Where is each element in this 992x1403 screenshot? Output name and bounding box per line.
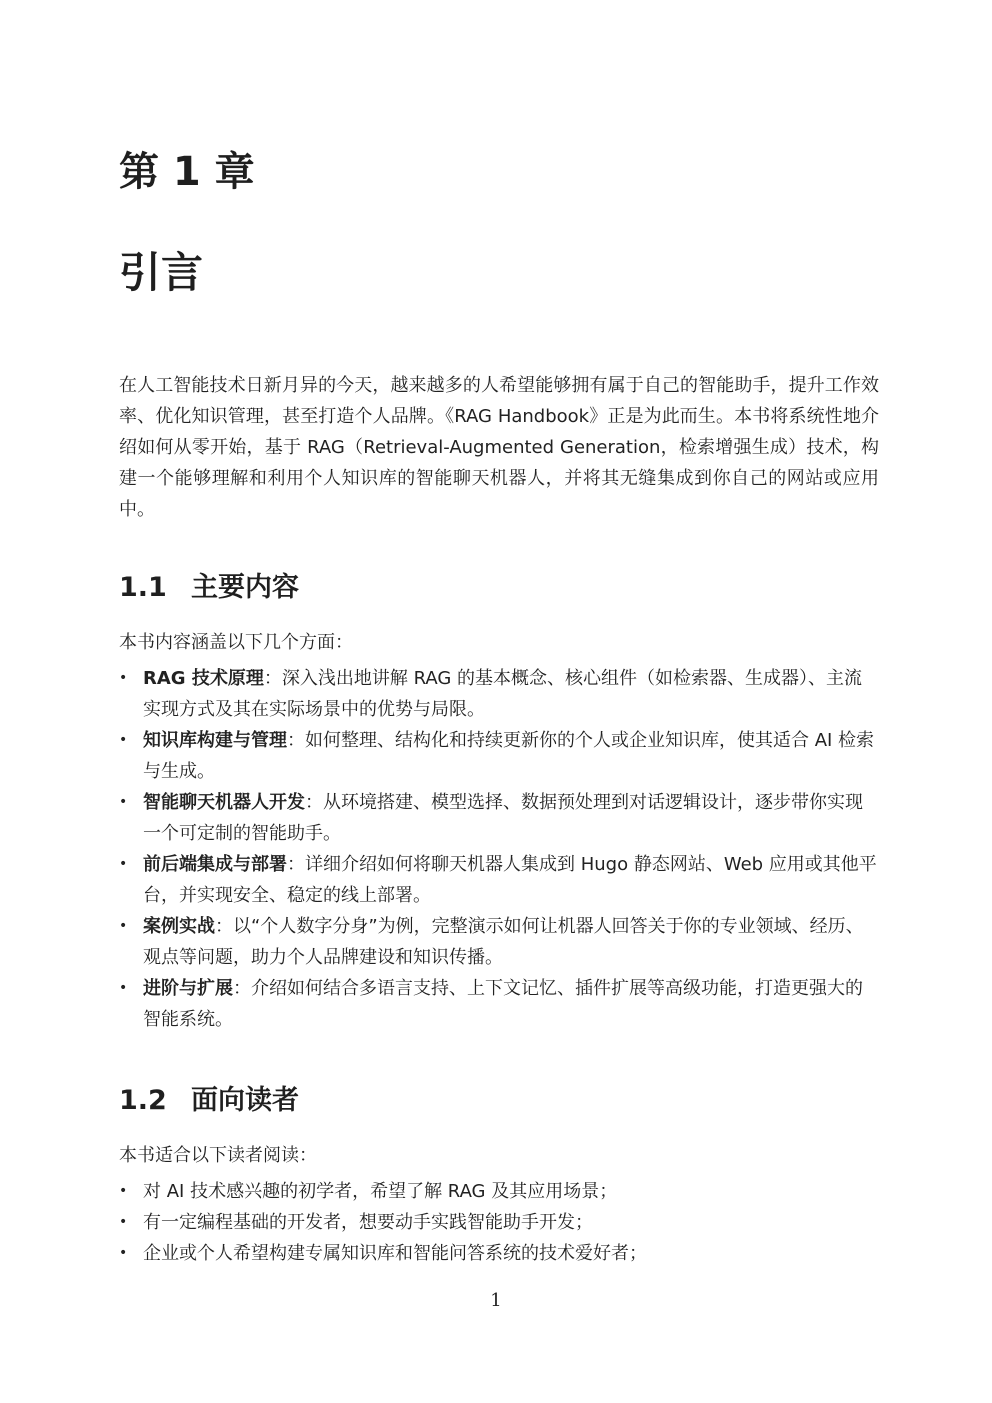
section-number: 1.2 — [119, 1085, 167, 1116]
list-item-term: RAG 技术原理 — [143, 668, 264, 689]
list-item — [119, 849, 879, 911]
list-item-text: ：如何整理、结构化和持续更新你的个人或企业知识库，使其适合 AI 检索与生成。 — [143, 730, 875, 782]
bullet-icon: • — [119, 1245, 128, 1261]
page-number: 1 — [490, 1290, 502, 1311]
list-item — [119, 1238, 879, 1269]
chapter-label: 第 1 章 — [119, 149, 255, 195]
list-item-term: 智能聊天机器人开发 — [143, 792, 305, 813]
bullet-icon: • — [119, 732, 128, 748]
list-item-text: ：深入浅出地讲解 RAG 的基本概念、核心组件（如检索器、生成器）、主流实现方式及其在实际场景中的优势与局限。 — [143, 668, 863, 720]
list-item-term: 前后端集成与部署 — [143, 854, 287, 875]
list-item — [119, 911, 879, 973]
bullet-icon: • — [119, 918, 128, 934]
list-item — [119, 787, 879, 849]
section-title: 主要内容 — [191, 572, 299, 603]
list-item-text: 对 AI 技术感兴趣的初学者，希望了解 RAG 及其应用场景； — [143, 1181, 618, 1202]
bullet-icon: • — [119, 670, 128, 686]
list-item — [119, 1176, 879, 1207]
section-title: 面向读者 — [191, 1085, 299, 1116]
bullet-icon: • — [119, 1183, 128, 1199]
section-heading-audience — [119, 1078, 299, 1117]
bullet-list-audience — [119, 1176, 879, 1269]
bullet-list-main-content — [119, 663, 879, 1035]
list-item — [119, 725, 879, 787]
chapter-title: 引言 — [119, 248, 204, 297]
list-item — [119, 973, 879, 1035]
section-lead: 本书内容涵盖以下几个方面： — [119, 632, 353, 653]
list-item-term: 知识库构建与管理 — [143, 730, 287, 751]
bullet-icon: • — [119, 980, 128, 996]
intro-paragraph: 在人工智能技术日新月异的今天，越来越多的人希望能够拥有属于自己的智能助手，提升工作效率、优化知识管理，甚至打造个人品牌。《RAG Handbook》正是为此而生。本书将系统性地介绍如何从零开始，基于 RAG（Retrieval-Augmented Generation，检索增强生成）技术，构建一个能够理解和利用个人知识库的智能聊天机器人，并将其无缝集成到你自己的网站或应用中。 — [119, 375, 879, 520]
section-number: 1.1 — [119, 572, 167, 603]
list-item-text: ：介绍如何结合多语言支持、上下文记忆、插件扩展等高级功能，打造更强大的智能系统。 — [143, 978, 863, 1030]
bullet-icon: • — [119, 856, 128, 872]
bullet-icon: • — [119, 794, 128, 810]
bullet-icon: • — [119, 1214, 128, 1230]
list-item — [119, 663, 879, 725]
list-item — [119, 1207, 879, 1238]
list-item-text: 企业或个人希望构建专属知识库和智能问答系统的技术爱好者； — [143, 1243, 647, 1264]
list-item-term: 进阶与扩展 — [143, 978, 233, 999]
list-item-text: 有一定编程基础的开发者，想要动手实践智能助手开发； — [143, 1212, 593, 1233]
section-lead: 本书适合以下读者阅读： — [119, 1145, 317, 1166]
section-heading-main-content — [119, 565, 299, 604]
list-item-text: ：从环境搭建、模型选择、数据预处理到对话逻辑设计，逐步带你实现一个可定制的智能助手。 — [143, 792, 863, 844]
list-item-text: ：详细介绍如何将聊天机器人集成到 Hugo 静态网站、Web 应用或其他平台，并实现安全、稳定的线上部署。 — [143, 854, 877, 906]
list-item-term: 案例实战 — [143, 916, 215, 937]
list-item-text: ：以“个人数字分身”为例，完整演示如何让机器人回答关于你的专业领域、经历、观点等问题，助力个人品牌建设和知识传播。 — [143, 916, 864, 968]
